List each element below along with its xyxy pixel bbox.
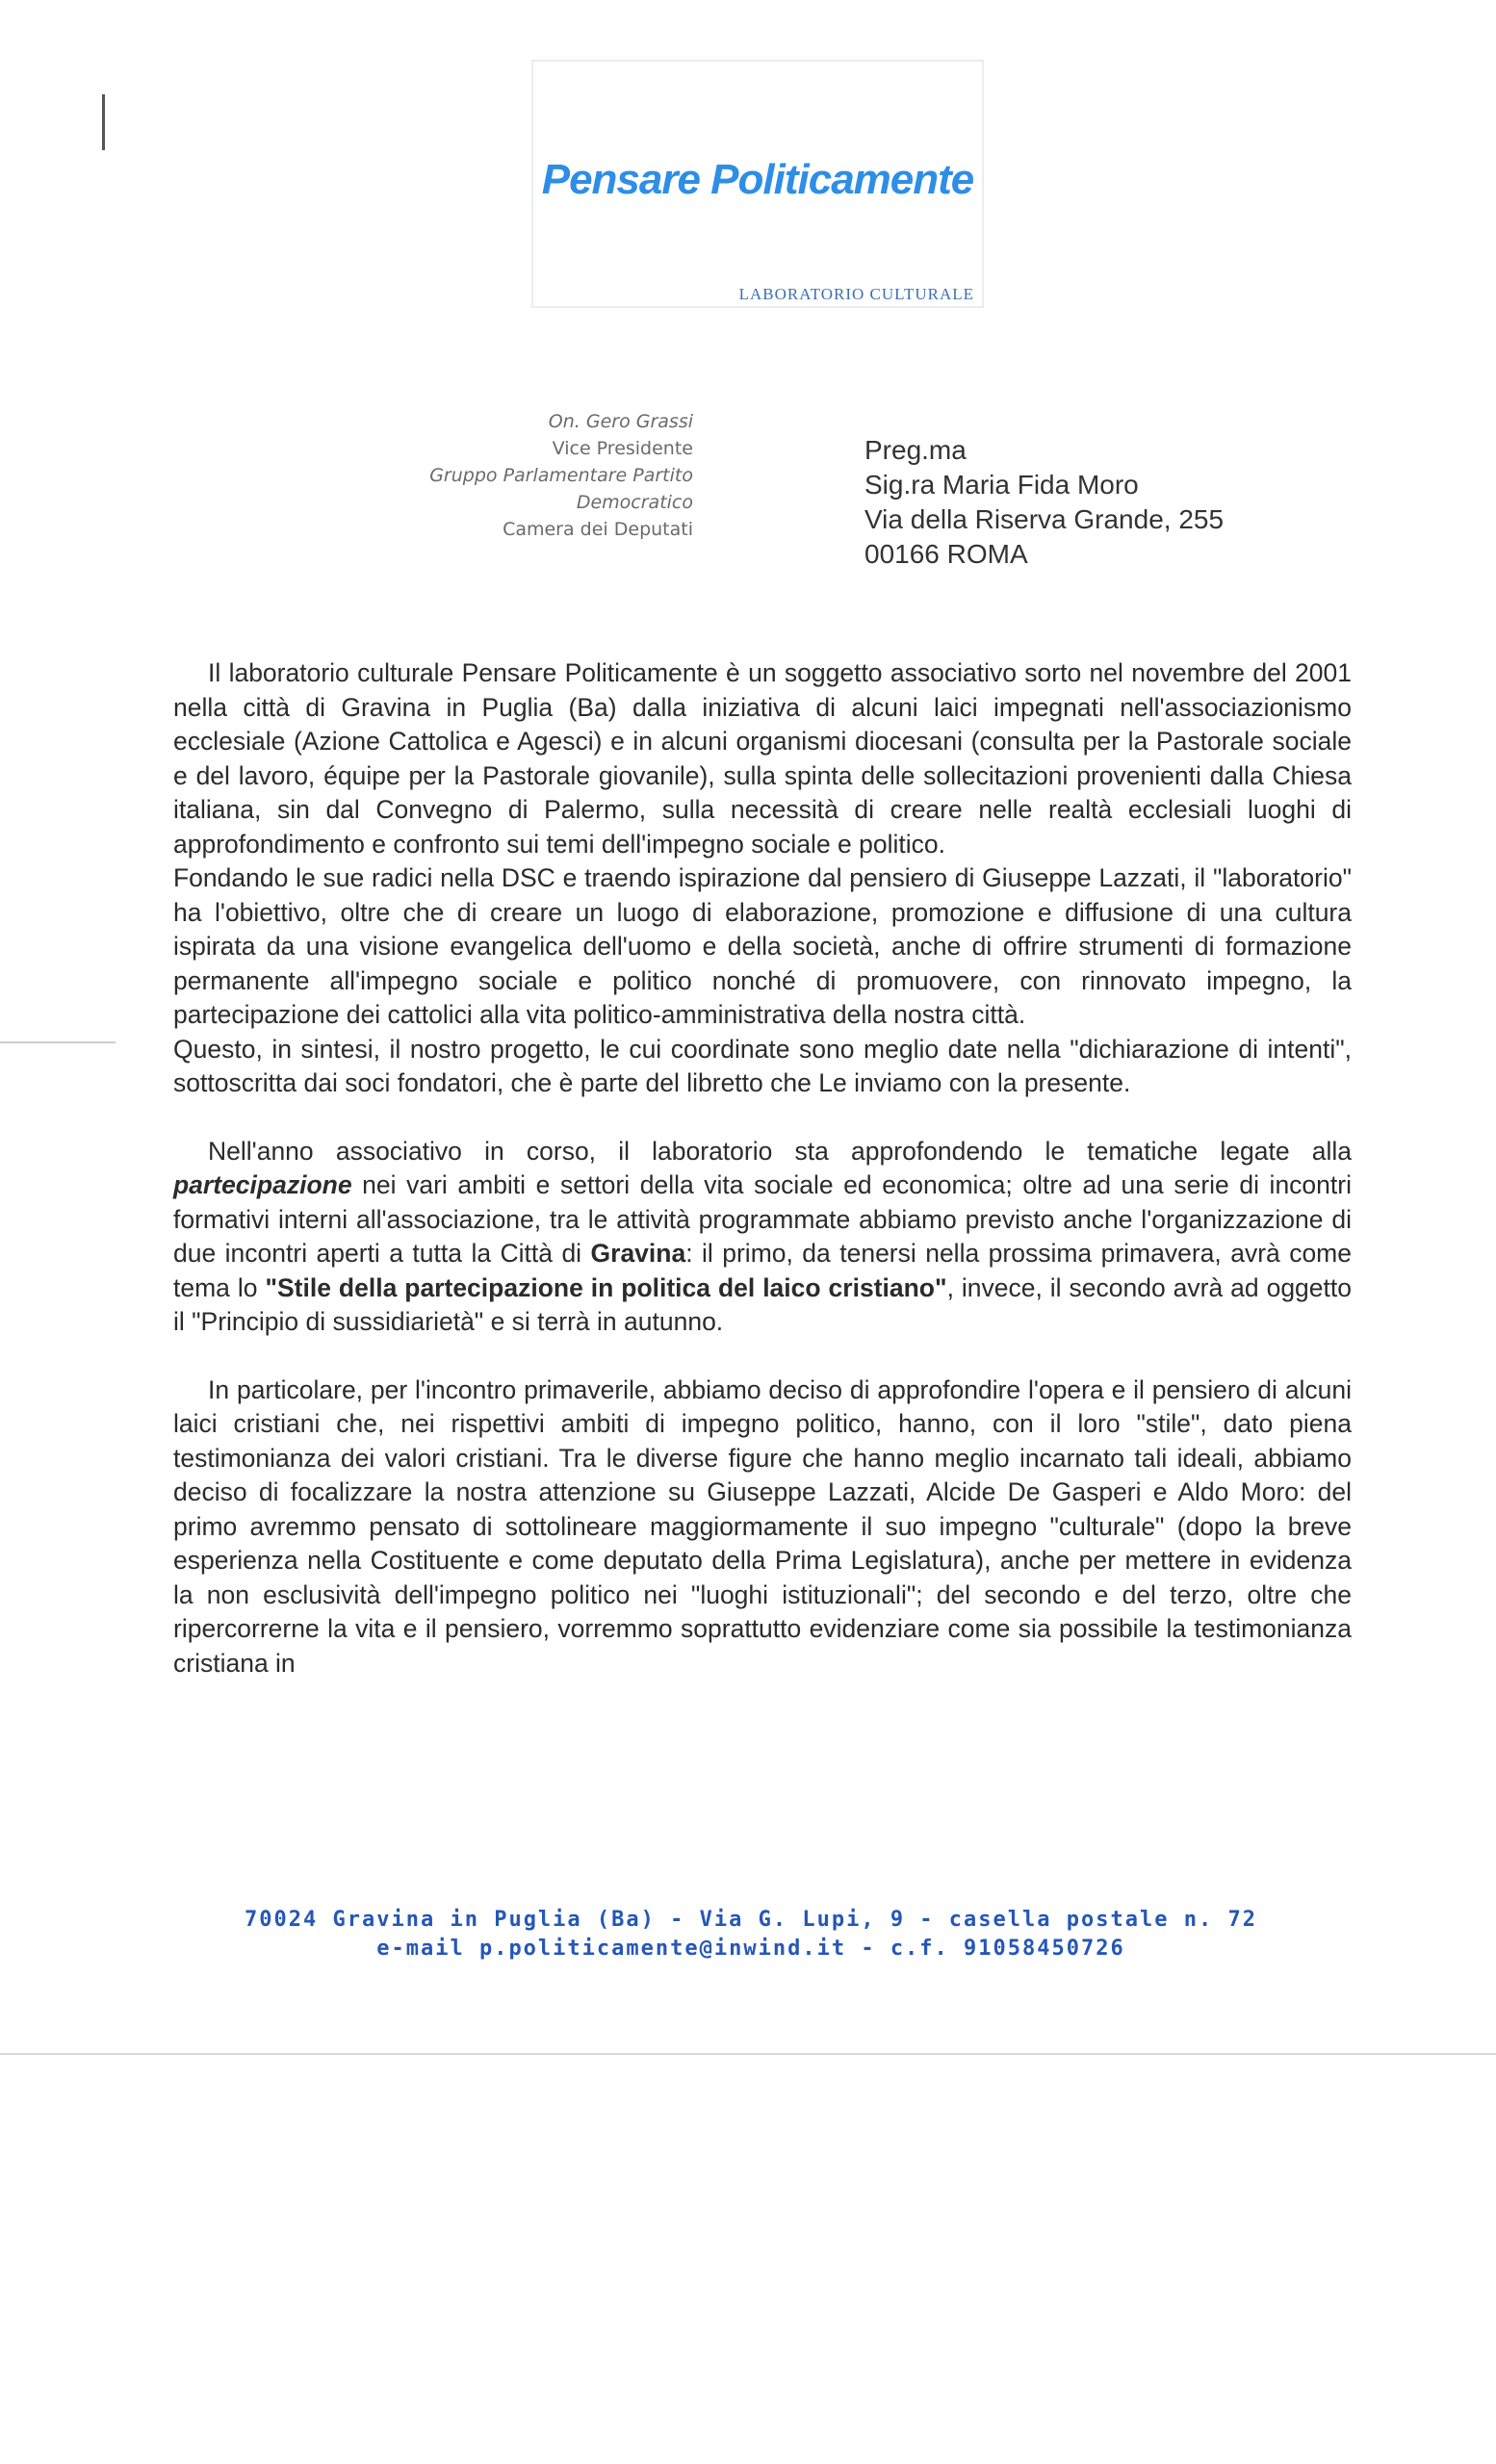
recipient-street: Via della Riserva Grande, 255 (864, 504, 1225, 534)
sender-role: Vice Presidente (552, 438, 693, 459)
paragraph-intro: Il laboratorio culturale Pensare Politicamente è un soggetto associativo sorto nel novembre del 2001 nella città di Gravina in Puglia (Ba) dalla iniziativa di alcuni laici impegnati nell'associazionismo ecclesiale (Azione Cattolica e Agesci) e in alcuni organismi diocesani (consulta per la Pastorale sociale e del lavoro, équipe per la Pastorale giovanile), sulla spinta delle sollecitazioni provenienti dalla Chiesa italiana, sin dal Convegno di Palermo, sulla necessità di creare nelle realtà ecclesiali luoghi di approfondimento e confronto sui temi dell'impegno sociale e politico. (173, 658, 1352, 859)
letterhead-footer (144, 1906, 1357, 1964)
scan-edge (0, 2053, 1496, 2055)
recipient-salutation: Preg.ma (864, 435, 967, 465)
scan-mark (102, 94, 105, 150)
logo-title: Pensare Politicamente (541, 156, 974, 203)
recipient-block (864, 433, 1365, 572)
footer-address: 70024 Gravina in Puglia (Ba) - Via G. Lupi, 9 - casella postale n. 72 (245, 1908, 1257, 1932)
paragraph-program (173, 1135, 1352, 1340)
recipient-name: Sig.ra Maria Fida Moro (864, 470, 1139, 500)
letter-body (173, 656, 1352, 1681)
paragraph-spring-meeting: In particolare, per l'incontro primaverile, abbiamo deciso di approfondire l'opera e il pensiero di alcuni laici cristiani che, nei rispettivi ambiti di impegno politico, hanno, con il loro "stile", dato piena testimonianza dei valori cristiani. Tra le diverse figure che hanno meglio incarnato tali ideali, abbiamo deciso di focalizzare la nostra attenzione su Giuseppe Lazzati, Alcide De Gasperi e Aldo Moro: del primo avremmo pensato di sottolineare maggiormamente il suo impegno "culturale" (dopo la breve esperienza nella Costituente e come deputato della Prima Legislatura), anche per mettere in evidenza la non esclusività dell'impegno politico nei "luoghi istituzionali"; del secondo e del terzo, oltre che ripercorrerne la vita e il pensiero, vorremmo soprattutto evidenziare come sia possibile la testimonianza cristiana in (173, 1374, 1352, 1678)
letterhead-logo (531, 60, 984, 308)
text-run: Nell'anno associativo in corso, il laboratorio sta approfondendo le tematiche legate alla (208, 1136, 1352, 1166)
text-run: : il primo, da tenersi nella prossima primavera, avrà come tema lo (173, 1239, 1352, 1302)
sender-name: On. Gero Grassi (548, 411, 693, 432)
paragraph-summary: Questo, in sintesi, il nostro progetto, le cui coordinate sono meglio date nella "dichiarazione di intenti", sottoscritta dai soci fondatori, che è parte del libretto che Le inviamo con la presente. (173, 1034, 1352, 1097)
paragraph-mission: Fondando le sue radici nella DSC e traendo ispirazione dal pensiero di Giuseppe Lazzati, il "laboratorio" ha l'obiettivo, oltre che di creare un luogo di elaborazione, promozione e diffusione di una cultura ispirata da una visione evangelica dell'uomo e della società, anche di offrire strumenti di formazione permanente all'impegno sociale e politico nonché di promuovere, con rinnovato impegno, la partecipazione dei cattolici alla vita politico-amministrativa della nostra città. (173, 863, 1352, 1029)
sender-institution: Camera dei Deputati (503, 519, 693, 540)
text-run: nei vari ambiti e settori della vita sociale ed economica; oltre ad una serie di incontri formativi interni all'associazione, tra le attività programmate abbiamo previsto anche l'organizzazione di due incontri aperti a tutta la Città di (173, 1170, 1352, 1268)
emphasis-theme: "Stile della partecipazione in politica del laico cristiano" (265, 1272, 947, 1302)
text-run: , invece, il secondo avrà ad oggetto il "Principio di sussidiarietà" e si terrà in autunno. (173, 1272, 1352, 1336)
emphasis-gravina: Gravina (590, 1239, 686, 1268)
recipient-city: 00166 ROMA (864, 539, 1028, 569)
sender-group: Gruppo Parlamentare Partito Democratico (429, 465, 693, 513)
logo-subtitle: LABORATORIO CULTURALE (738, 285, 974, 303)
emphasis-partecipazione: partecipazione (173, 1170, 352, 1199)
sender-block (366, 408, 693, 543)
footer-contact: e-mail p.politicamente@inwind.it - c.f. 91058450726 (376, 1937, 1125, 1961)
scan-mark (0, 1041, 116, 1043)
